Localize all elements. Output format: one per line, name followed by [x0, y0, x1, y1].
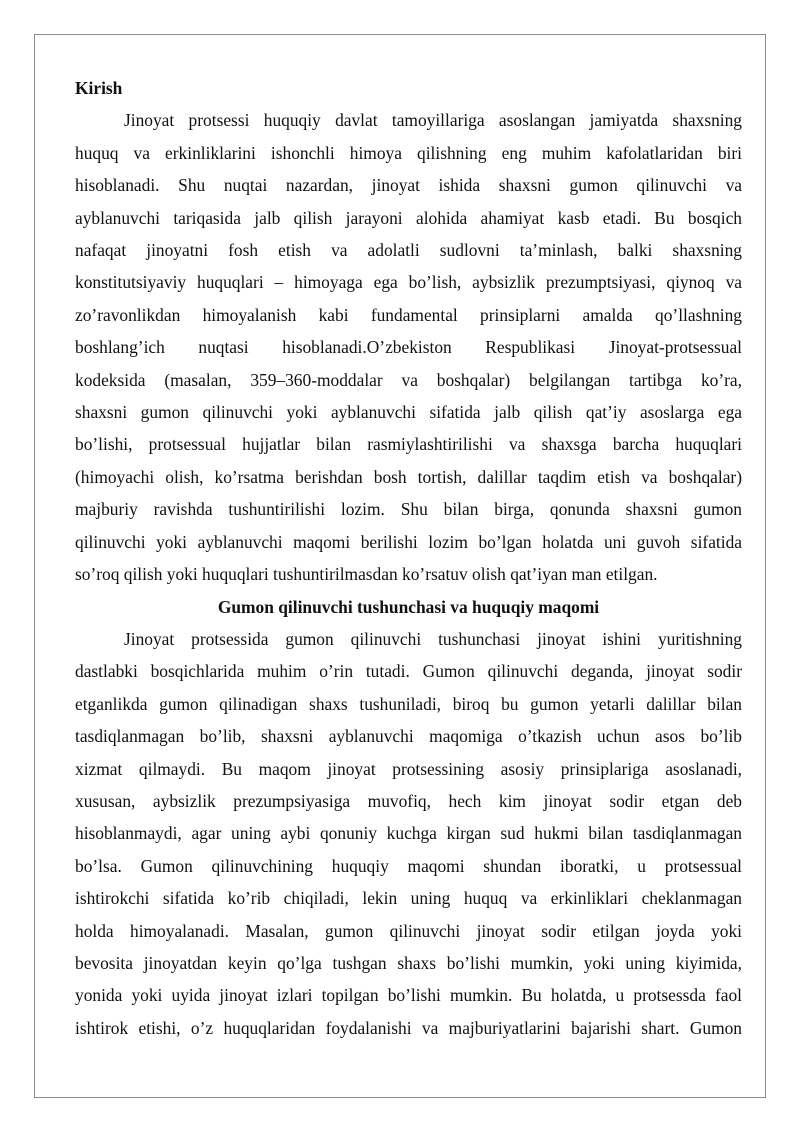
text-line: holda himoyalanadi. Masalan, gumon qilinuvchi jinoyat sodir etilgan joyda yoki — [75, 920, 742, 941]
text-line: nafaqat jinoyatni fosh etish va adolatli sudlovni ta’minlash, balki shaxsning — [75, 240, 742, 261]
text-line: dastlabki bosqichlarida muhim o’rin tutadi. Gumon qilinuvchi deganda, jinoyat sodir — [75, 661, 742, 682]
text-line: bo’lishi, protsessual hujjatlar bilan rasmiylashtirilishi va shaxsga barcha huquqlari — [75, 434, 742, 455]
text-line: Jinoyat protsessida gumon qilinuvchi tushunchasi jinoyat ishini yuritishning — [124, 628, 742, 649]
text-line: boshlang’ich nuqtasi hisoblanadi.O’zbekiston Respublikasi Jinoyat-protsessual — [75, 337, 742, 358]
text-line: xizmat qilmaydi. Bu maqom jinoyat protsessining asosiy prinsiplariga asoslanadi, — [75, 758, 742, 779]
text-line: tasdiqlanmagan bo’lib, shaxsni ayblanuvchi maqomiga o’tkazish uchun asos bo’lib — [75, 726, 742, 747]
text-line: zo’ravonlikdan himoyalanish kabi fundamental prinsiplarni amalda qo’llashning — [75, 304, 742, 325]
text-line: qilinuvchi yoki ayblanuvchi maqomi berilishi lozim bo’lgan holatda uni guvoh sifatida — [75, 531, 742, 552]
text-line: ishtirokchi sifatida ko’rib chiqiladi, lekin uning huquq va erkinliklari cheklanmagan — [75, 888, 742, 909]
text-line: bevosita jinoyatdan keyin qo’lga tushgan shaxs bo’lishi mumkin, yoki uning kiyimida, — [75, 952, 742, 973]
text-line: majburiy ravishda tushuntirilishi lozim. Shu bilan birga, qonunda shaxsni gumon — [75, 499, 742, 520]
text-line: etganlikda gumon qilinadigan shaxs tushuniladi, biroq bu gumon yetarli dalillar bilan — [75, 693, 742, 714]
text-line: hisoblanadi. Shu nuqtai nazardan, jinoyat ishida shaxsni gumon qilinuvchi va — [75, 175, 742, 196]
paragraph-introduction — [75, 104, 742, 590]
text-line: bo’lsa. Gumon qilinuvchining huquqiy maqomi shundan iboratki, u protsessual — [75, 855, 742, 876]
text-line: Jinoyat protsessi huquqiy davlat tamoyillariga asoslangan jamiyatda shaxsning — [124, 110, 742, 131]
text-line: xususan, aybsizlik prezumpsiyasiga muvofiq, hech kim jinoyat sodir etgan deb — [75, 790, 742, 811]
text-line: (himoyachi olish, ko’rsatma berishdan bosh tortish, dalillar taqdim etish va boshqalar) — [75, 466, 742, 487]
paragraph-suspect-status — [75, 623, 742, 1044]
text-line: so’roq qilish yoki huquqlari tushuntirilmasdan ko’rsatuv olish qat’iyan man etilgan. — [75, 564, 658, 585]
text-line: hisoblanmaydi, agar uning aybi qonuniy kuchga kirgan sud hukmi bilan tasdiqlanmagan — [75, 823, 742, 844]
text-line: yonida yoki uyida jinoyat izlari topilgan bo’lishi mumkin. Bu holatda, u protsessda faol — [75, 985, 742, 1006]
text-line: kodeksida (masalan, 359–360-moddalar va boshqalar) belgilangan tartibga ko’ra, — [75, 369, 742, 390]
text-line: shaxsni gumon qilinuvchi yoki ayblanuvchi sifatida jalb qilish qat’iy asoslarga ega — [75, 402, 742, 423]
text-line: huquq va erkinliklarini ishonchli himoya qilishning eng muhim kafolatlaridan biri — [75, 142, 742, 163]
text-line: konstitutsiyaviy huquqlari – himoyaga ega bo’lish, aybsizlik prezumptsiyasi, qiynoq va — [75, 272, 742, 293]
section-heading-kirish: Kirish — [75, 78, 123, 98]
document-body — [75, 72, 742, 1044]
section-heading-suspect: Gumon qilinuvchi tushunchasi va huquqiy maqomi — [217, 596, 600, 617]
text-line: ayblanuvchi tariqasida jalb qilish jarayoni alohida ahamiyat kasb etadi. Bu bosqich — [75, 207, 742, 228]
text-line: ishtirok etishi, o’z huquqlaridan foydalanishi va majburiyatlarini bajarishi shart. Gumon — [75, 1017, 742, 1038]
